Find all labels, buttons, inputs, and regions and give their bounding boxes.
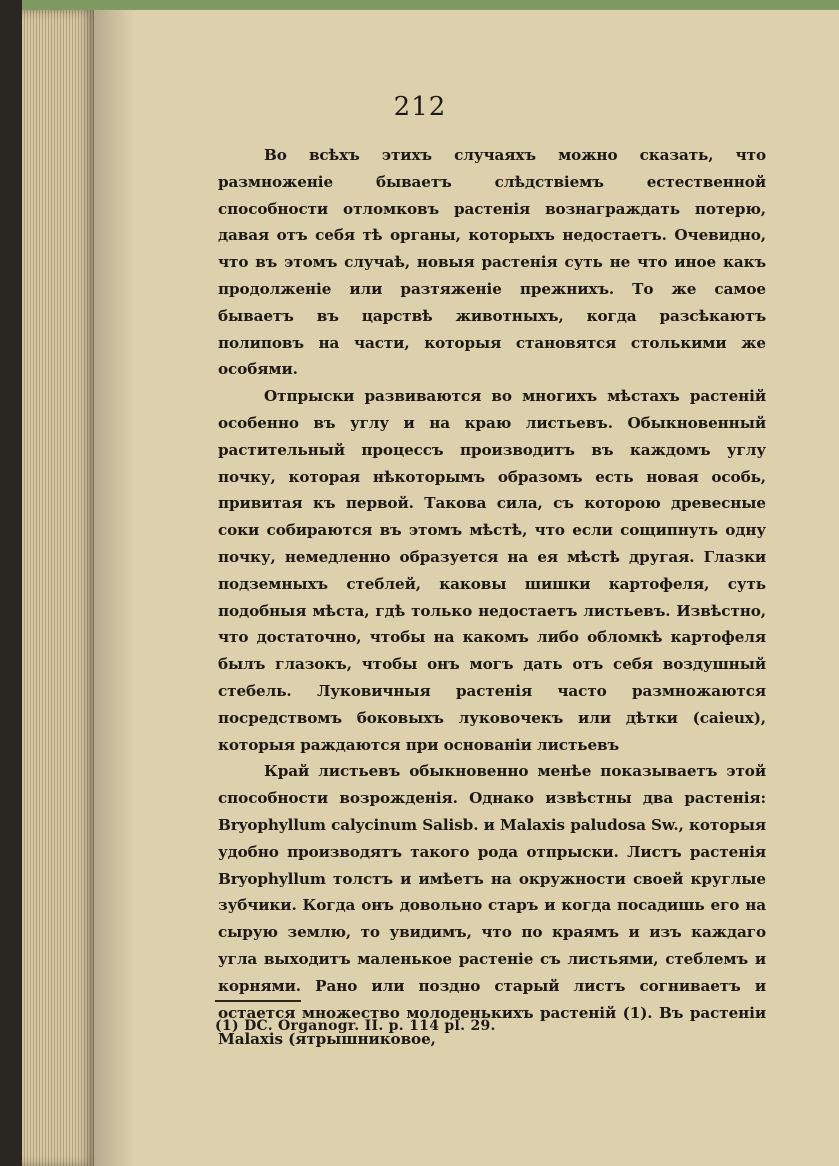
footnote: (1) DC. Organogr. II. p. 114 pl. 29. (215, 1018, 496, 1034)
paragraph-2: Отпрыски развиваются во многихъ мѣстахъ растеній особенно въ углу и на краю листьевъ. Обыкновенный растительный процессъ производитъ въ каждомъ углу почку, которая нѣкоторымъ образомъ есть новая особь, привитая къ первой. Такова сила, съ которою древесные соки собираются въ этомъ мѣстѣ, что если сощипнуть одну почку, немедленно образуется на ея мѣстѣ другая. Глазки подземныхъ стеблей, каковы шишки картофеля, суть подобныя мѣста, гдѣ только недостаетъ листьевъ. Извѣстно, что достаточно, чтобы на какомъ либо обломкѣ картофеля былъ глазокъ, чтобы онъ могъ дать отъ себя воздушный стебель. Луковичныя растенія часто размножаются посредствомъ боковыхъ луковочекъ или дѣтки (caieux), которыя раждаются при основаніи листьевъ (218, 387, 766, 754)
footnote-rule (215, 1000, 301, 1002)
page-body (218, 142, 766, 1053)
page-number: 212 (393, 92, 447, 122)
page-edges (22, 10, 94, 1166)
scan-border (22, 0, 839, 10)
paragraph-1: Во всѣхъ этихъ случаяхъ можно сказать, что размноженіе бываетъ слѣдствіемъ естественной способности отломковъ растенія вознаграждать потерю, давая отъ себя тѣ органы, которыхъ недостаетъ. Очевидно, что въ этомъ случаѣ, новыя растенія суть не что иное какъ продолженіе или разтяженіе прежнихъ. То же самое бываетъ въ царствѣ животныхъ, когда разсѣкаютъ полиповъ на части, которыя становятся столькими же особями. (218, 146, 766, 379)
paragraph-3: Край листьевъ обыкновенно менѣе показываетъ этой способности возрожденія. Однако извѣстны два растенія: Bryophyllum calycinum Salisb. и Malaxis paludosa Sw., которыя удобно производятъ такого рода отпрыски. Листъ растенія Bryophyllum толстъ и имѣетъ на окружности своей круглые зубчики. Когда онъ довольно старъ и когда посадишь его на сырую землю, то увидимъ, что по краямъ и изъ каждаго угла выходитъ маленькое растеніе съ листьями, стеблемъ и корнями. Рано или поздно старый листъ согниваетъ и остается множество молоденькихъ растеній (1). Въ растеніи Malaxis (ятрышниковое, (218, 762, 766, 1049)
